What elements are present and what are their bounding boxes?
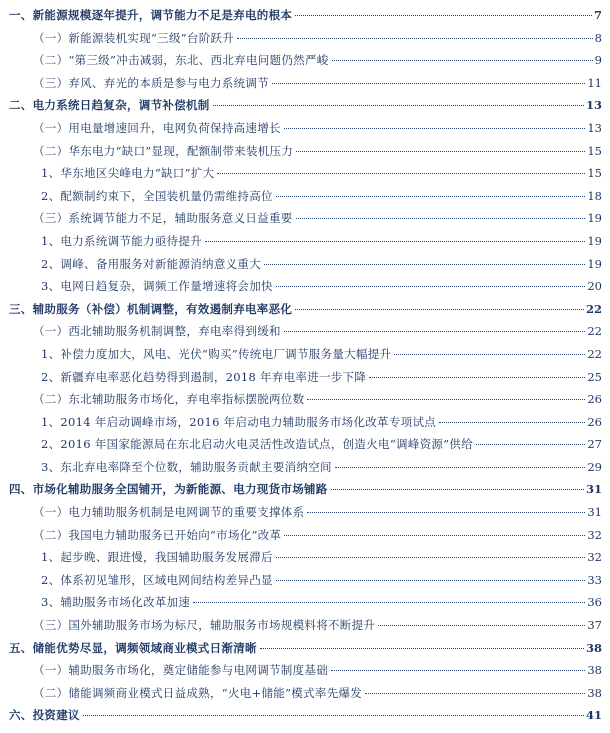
toc-entry-label: 2、调峰、备用服务对新能源消纳意义重大	[41, 256, 262, 271]
dot-leader	[332, 60, 593, 61]
toc-page-number: 32	[587, 550, 602, 565]
toc-entry[interactable]	[0, 323, 602, 346]
toc-page-number: 22	[587, 324, 602, 339]
dot-leader	[260, 648, 584, 649]
toc-page-number: 38	[585, 640, 602, 655]
dot-leader	[476, 444, 585, 445]
dot-leader	[335, 467, 586, 468]
toc-entry-label: 四、市场化辅助服务全国铺开，为新能源、电力现货市场铺路	[9, 482, 328, 497]
dot-leader	[276, 557, 586, 558]
dot-leader	[296, 151, 585, 152]
toc-page-number: 36	[587, 595, 602, 610]
toc-entry[interactable]	[0, 662, 602, 685]
toc-entry-label: （一）新能源装机实现“三级”台阶跃升	[33, 30, 235, 45]
toc-entry-label: 2、新疆弃电率恶化趋势得到遏制，2018 年弃电率进一步下降	[41, 369, 367, 384]
toc-entry-label: （二）“第三级”冲击减弱，东北、西北弃电问题仍然严峻	[33, 53, 329, 68]
toc-page-number: 37	[587, 618, 602, 633]
toc-page-number: 20	[587, 279, 602, 294]
toc-entry-label: 六、投资建议	[9, 708, 80, 723]
toc-page-number: 22	[587, 346, 602, 361]
dot-leader	[296, 218, 586, 219]
toc-entry-label: 一、新能源规模逐年提升，调节能力不足是弃电的根本	[9, 8, 293, 22]
toc-page-number: 13	[587, 120, 602, 135]
toc-entry-label: 三、辅助服务（补偿）机制调整，有效遏制弃电率恶化	[9, 301, 293, 316]
dot-leader	[295, 15, 592, 16]
dot-leader	[193, 602, 585, 603]
toc-entry[interactable]	[0, 52, 602, 75]
toc-entry[interactable]	[0, 685, 602, 708]
toc-entry[interactable]	[0, 640, 602, 663]
toc-entry[interactable]	[0, 120, 602, 143]
toc-entry-label: （二）华东电力“缺口”显现，配额制带来装机压力	[33, 143, 294, 158]
toc-entry[interactable]	[0, 165, 602, 188]
toc-entry-label: （三）弃风、弃光的本质是参与电力系统调节	[33, 75, 269, 90]
toc-entry[interactable]	[0, 391, 602, 414]
toc-entry[interactable]	[0, 549, 602, 572]
toc-entry-label: 二、电力系统日趋复杂，调节补偿机制	[9, 98, 210, 113]
toc-entry-label: 3、辅助服务市场化改革加速	[41, 595, 191, 610]
toc-page-number: 33	[587, 572, 602, 587]
toc-page-number: 19	[587, 256, 602, 271]
toc-entry[interactable]	[0, 572, 602, 595]
toc-entry[interactable]	[0, 7, 602, 30]
toc-entry[interactable]	[0, 210, 602, 233]
toc-page-number: 22	[585, 301, 602, 316]
toc-page-number: 15	[587, 166, 602, 181]
toc-entry[interactable]	[0, 256, 602, 279]
toc-page-number: 26	[587, 414, 602, 429]
toc-entry-label: 1、电力系统调节能力亟待提升	[41, 233, 203, 248]
dot-leader	[307, 399, 585, 400]
toc-entry[interactable]	[0, 233, 602, 256]
dot-leader	[331, 670, 585, 671]
toc-page-number: 32	[587, 527, 602, 542]
toc-entry-label: 3、电网日趋复杂，调频工作量增速将会加快	[41, 279, 273, 294]
toc-entry[interactable]	[0, 504, 602, 527]
dot-leader	[284, 535, 585, 536]
dot-leader	[237, 38, 593, 39]
dot-leader	[439, 422, 585, 423]
toc-page-number: 7	[593, 8, 602, 22]
toc-page-number: 13	[585, 98, 602, 113]
toc-entry-label: （三）系统调节能力不足，辅助服务意义日益重要	[33, 211, 293, 226]
toc-entry[interactable]	[0, 346, 602, 369]
dot-leader	[276, 196, 586, 197]
toc-entry-label: 1、补偿力度加大，风电、光伏“购买”传统电厂调节服务量大幅提升	[41, 346, 392, 361]
dot-leader	[272, 83, 585, 84]
toc-entry[interactable]	[0, 301, 602, 324]
toc-entry[interactable]	[0, 143, 602, 166]
toc-page-number: 31	[585, 482, 602, 497]
dot-leader	[276, 580, 586, 581]
toc-page-number: 18	[587, 188, 602, 203]
toc-page-number: 38	[587, 685, 602, 700]
dot-leader	[394, 354, 585, 355]
toc-entry-label: （一）电力辅助服务机制是电网调节的重要支撑体系	[33, 505, 305, 520]
dot-leader	[369, 377, 585, 378]
dot-leader	[213, 105, 584, 106]
dot-leader	[284, 128, 586, 129]
toc-entry-label: （一）辅助服务市场化，奠定储能参与电网调节制度基础	[33, 663, 328, 678]
toc-entry-label: （二）东北辅助服务市场化，弃电率指标摆脱两位数	[33, 392, 305, 407]
dot-leader	[217, 173, 585, 174]
toc-entry-label: 2、配额制约束下，全国装机量仍需维持高位	[41, 188, 273, 203]
toc-entry[interactable]	[0, 459, 602, 482]
toc-page-number: 19	[587, 233, 602, 248]
toc-page-number: 9	[594, 53, 602, 68]
toc-page-number: 11	[587, 75, 602, 90]
toc-page-number: 38	[587, 663, 602, 678]
toc-entry-label: （三）国外辅助服务市场为标尺，辅助服务市场规模料将不断提升	[33, 618, 376, 633]
toc-entry[interactable]	[0, 75, 602, 98]
toc-page-number: 26	[587, 392, 602, 407]
toc-entry[interactable]	[0, 481, 602, 504]
toc-page-number: 8	[594, 30, 602, 45]
toc-page-number: 41	[585, 708, 602, 723]
toc-page-number: 31	[587, 505, 602, 520]
toc-entry[interactable]	[0, 278, 602, 301]
toc-entry[interactable]	[0, 527, 602, 550]
toc-entry-label: 2、体系初见雏形，区域电网间结构差异凸显	[41, 572, 273, 587]
toc-page-number: 27	[587, 437, 602, 452]
toc-entry-label: （一）西北辅助服务机制调整，弃电率得到缓和	[33, 324, 281, 339]
toc-entry-label: 1、2014 年启动调峰市场，2016 年启动电力辅助服务市场化改革专项试点	[41, 414, 437, 429]
toc-entry-label: 五、储能优势尽显，调频领域商业模式日渐清晰	[9, 640, 257, 655]
toc-entry[interactable]	[0, 188, 602, 211]
dot-leader	[83, 715, 584, 716]
dot-leader	[331, 489, 584, 490]
toc-entry-label: 3、东北弃电率降至个位数，辅助服务贡献主要消纳空间	[41, 459, 332, 474]
toc-page-number: 29	[587, 459, 602, 474]
dot-leader	[276, 286, 586, 287]
toc-entry[interactable]	[0, 97, 602, 120]
toc-entry-label: （二）储能调频商业模式日益成熟，“火电+储能”模式率先爆发	[33, 685, 363, 700]
toc-entry[interactable]	[0, 707, 602, 730]
toc-entry[interactable]	[0, 414, 602, 437]
toc-entry-label: 1、华东地区尖峰电力“缺口”扩大	[41, 166, 215, 181]
toc-entry[interactable]	[0, 594, 602, 617]
dot-leader	[365, 693, 585, 694]
toc-entry[interactable]	[0, 436, 602, 459]
toc-entry[interactable]	[0, 617, 602, 640]
dot-leader	[205, 241, 585, 242]
dot-leader	[264, 264, 585, 265]
dot-leader	[378, 625, 585, 626]
toc-page-number: 25	[587, 369, 602, 384]
toc-entry-label: （二）我国电力辅助服务已开始向“市场化”改革	[33, 527, 282, 542]
toc-page-number: 19	[587, 211, 602, 226]
toc-page-number: 15	[587, 143, 602, 158]
toc-entry-label: 1、起步晚、跟进慢，我国辅助服务发展滞后	[41, 550, 273, 565]
dot-leader	[307, 512, 585, 513]
toc-entry-label: 2、2016 年国家能源局在东北启动火电灵活性改造试点，创造火电“调峰资源”供给	[41, 437, 473, 452]
dot-leader	[295, 309, 584, 310]
toc-entry[interactable]	[0, 369, 602, 392]
toc-entry-label: （一）用电量增速回升，电网负荷保持高速增长	[33, 120, 281, 135]
toc-entry[interactable]	[0, 30, 602, 53]
dot-leader	[284, 331, 586, 332]
